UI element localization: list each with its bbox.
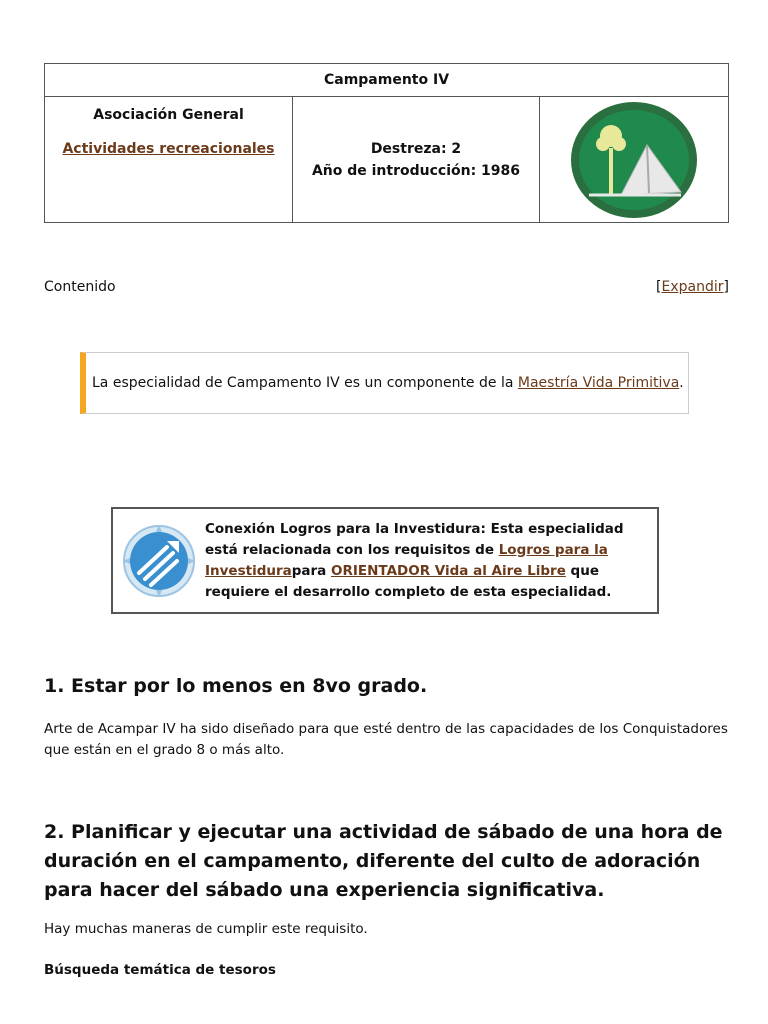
- requirement-1-heading: 1. Estar por lo menos en 8vo grado.: [44, 675, 428, 697]
- intro-year: Año de introducción: 1986: [311, 163, 521, 179]
- outdoor-guide-link[interactable]: ORIENTADOR Vida al Aire Libre: [331, 562, 566, 579]
- investiture-achievement-icon: [121, 523, 197, 599]
- toc-expand-wrapper: [Expandir]: [656, 279, 729, 295]
- treasure-hunt-subheading: Búsqueda temática de tesoros: [44, 962, 276, 978]
- skill-level: Destreza: 2: [370, 141, 462, 157]
- specialty-info-table: [44, 63, 729, 223]
- requirement-1-body: Arte de Acampar IV ha sido diseñado para que esté dentro de las capacidades de los Conquistadores que están en el grado 8 o más alto.: [44, 721, 728, 758]
- toc-bar: [44, 279, 729, 295]
- investiture-connection-box: Conexión Logros para la Investidura: Esta especialidad está relacionada con los requisitos de Logros para la Investidurapara ORIENTADOR Vida al Aire Libre que requiere el desarrollo completo de esta especialidad.: [111, 507, 659, 614]
- specialty-title: Campamento IV: [45, 64, 728, 97]
- organization-label: Asociación General: [93, 107, 244, 123]
- requirement-2-body: Hay muchas maneras de cumplir este requisito.: [44, 921, 368, 937]
- toc-label: Contenido: [44, 279, 116, 295]
- requirement-2-heading: 2. Planificar y ejecutar una actividad de sábado de una hora de duración en el campamento, diferente del culto de adoración para hacer del sábado una experiencia significativa.: [44, 821, 723, 901]
- expand-link[interactable]: Expandir: [661, 279, 724, 295]
- investiture-achievements-link[interactable]: Logros para la Investidura: [205, 541, 608, 579]
- category-link[interactable]: Actividades recreacionales: [62, 141, 275, 157]
- master-award-note: La especialidad de Campamento IV es un componente de la Maestría Vida Primitiva.: [80, 352, 689, 414]
- camping-badge-icon: [569, 100, 699, 220]
- master-award-link[interactable]: Maestría Vida Primitiva: [517, 375, 680, 391]
